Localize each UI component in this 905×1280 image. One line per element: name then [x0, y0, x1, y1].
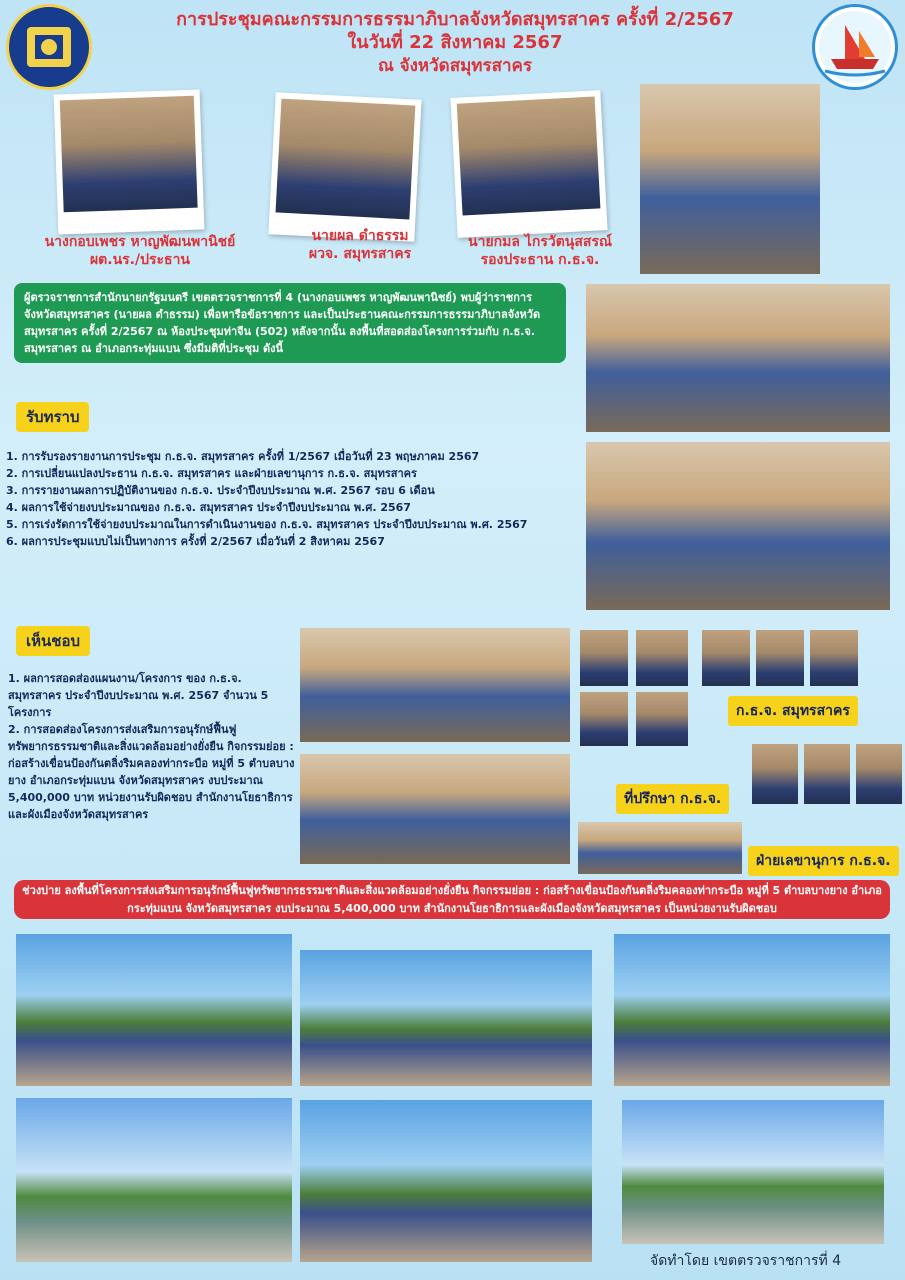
committee-label: ก.ธ.จ. สมุทรสาคร — [728, 696, 858, 726]
approve-label: เห็นชอบ — [16, 626, 90, 656]
photo-canal-wall — [622, 1100, 884, 1244]
photo-site-signboard — [300, 950, 592, 1086]
list-item: 1. ผลการสอดส่องแผนงาน/โครงการ ของ ก.ธ.จ. สมุทรสาคร ประจำปีงบประมาณ พ.ศ. 2567 จำนวน 5 โครงการ — [8, 672, 269, 720]
photo-meeting-table-1 — [300, 628, 570, 742]
photo-site-excavator — [16, 934, 292, 1086]
photo-document-handover — [640, 84, 820, 274]
advisors-label: ที่ปรึกษา ก.ธ.จ. — [616, 784, 729, 814]
list-item: 1. การรับรองรายงานการประชุม ก.ธ.จ. สมุทรสาคร ครั้งที่ 1/2567 เมื่อวันที่ 23 พฤษภาคม 2567 — [6, 450, 480, 463]
acknowledge-label: รับทราบ — [16, 402, 89, 432]
photo-meeting-room — [586, 442, 890, 610]
site-visit-banner: ช่วงบ่าย ลงพื้นที่โครงการส่งเสริมการอนุรักษ์ฟื้นฟูทรัพยากรธรรมชาติและสิ่งแวดล้อมอย่างยั่งยืน กิจกรรมย่อย : ก่อสร้างเขื่อนป้องกันตลิ่งริมคลองท่ากระบือ หมู่ที่ 5 ตำบลบางยาง อำเภอกระทุ่มแบน จังหวัดสมุทรสาคร งบประมาณ 5,400,000 บาท สำนักงานโยธาธิการและผังเมืองจังหวัดสมุทรสาคร เป็นหน่วยงานรับผิดชอบ — [14, 880, 890, 919]
person-role: ผวจ. สมุทรสาคร — [308, 245, 412, 262]
portrait-inspector — [54, 89, 205, 234]
page-title — [130, 8, 780, 77]
acknowledge-list — [6, 448, 578, 550]
person-name: นายผล ดำธรรม — [311, 228, 409, 244]
approve-list — [8, 670, 298, 823]
list-item: 2. การเปลี่ยนแปลงประธาน ก.ธ.จ. สมุทรสาคร และฝ่ายเลขานุการ ก.ธ.จ. สมุทรสาคร — [6, 467, 417, 481]
committee-headshot — [636, 630, 688, 686]
committee-headshot — [756, 630, 804, 686]
person-caption-3 — [440, 234, 640, 269]
committee-headshot — [636, 692, 688, 746]
photo-site-inspection — [614, 934, 890, 1086]
photo-group-meeting — [586, 284, 890, 432]
person-role: รองประธาน ก.ธ.จ. — [480, 251, 600, 268]
samut-sakhon-junk-ship-logo — [812, 4, 898, 90]
photo-secretariat — [578, 822, 742, 874]
province-emblem-logo — [6, 4, 92, 90]
advisor-headshot — [856, 744, 902, 804]
title-line-2: ในวันที่ 22 สิงหาคม 2567 — [347, 32, 563, 54]
person-name: นายกมล ไกรวัตนุสสรณ์ — [468, 234, 612, 250]
list-item: 4. ผลการใช้จ่ายงบประมาณของ ก.ธ.จ. สมุทรสาคร ประจำปีงบประมาณ พ.ศ. 2567 — [6, 501, 411, 515]
title-line-1: การประชุมคณะกรรมการธรรมาภิบาลจังหวัดสมุทรสาคร ครั้งที่ 2/2567 — [176, 9, 734, 30]
intro-summary: ผู้ตรวจราชการสำนักนายกรัฐมนตรี เขตตรวจราชการที่ 4 (นางกอบเพชร หาญพัฒนพานิชย์) พบผู้ว่าราชการจังหวัดสมุทรสาคร (นายผล ดำธรรม) เพื่อหารือข้อราชการ และเป็นประธานคณะกรรมการธรรมาภิบาลจังหวัดสมุทรสาคร ครั้งที่ 2/2567 ณ ห้องประชุมท่าจีน (502) หลังจากนั้น ลงพื้นที่สอดส่องโครงการร่วมกับ ก.ธ.จ. สมุทรสาคร ณ อำเภอกระทุ่มแบน ซึ่งมีมติที่ประชุม ดังนี้ — [14, 283, 566, 363]
committee-headshot — [702, 630, 750, 686]
person-caption-2 — [280, 228, 440, 263]
committee-headshot — [580, 692, 628, 746]
advisor-headshot — [804, 744, 850, 804]
secretariat-label: ฝ่ายเลขานุการ ก.ธ.จ. — [748, 846, 899, 876]
advisor-headshot — [752, 744, 798, 804]
list-item: 3. การรายงานผลการปฏิบัติงานของ ก.ธ.จ. ประจำปีงบประมาณ พ.ศ. 2567 รอบ 6 เดือน — [6, 484, 435, 498]
person-name: นางกอบเพชร หาญพัฒนพานิชย์ — [44, 234, 236, 250]
photo-meeting-table-2 — [300, 754, 570, 864]
portrait-governor — [268, 92, 421, 241]
portrait-vice-chair — [450, 90, 607, 238]
list-item: 6. ผลการประชุมแบบไม่เป็นทางการ ครั้งที่ 2/2567 เมื่อวันที่ 2 สิงหาคม 2567 — [6, 535, 385, 549]
photo-site-group — [300, 1100, 592, 1262]
footer-credit: จัดทำโดย เขตตรวจราชการที่ 4 — [650, 1253, 842, 1269]
person-caption-1 — [10, 234, 270, 269]
list-item: 2. การสอดส่องโครงการส่งเสริมการอนุรักษ์ฟื้นฟูทรัพยากรธรรมชาติและสิ่งแวดล้อมอย่างยั่งยืน กิจกรรมย่อย : ก่อสร้างเขื่อนป้องกันตลิ่งริมคลองท่ากระบือ หมู่ที่ 5 ตำบลบางยาง อำเภอกระทุ่มแบน จังหวัดสมุทรสาคร งบประมาณ 5,400,000 บาท หน่วยงานรับผิดชอบ สำนักงานโยธาธิการและผังเมืองจังหวัดสมุทรสาคร — [8, 723, 295, 822]
list-item: 5. การเร่งรัดการใช้จ่ายงบประมาณในการดำเนินงานของ ก.ธ.จ. สมุทรสาคร ประจำปีงบประมาณ พ.ศ. 2567 — [6, 518, 528, 532]
photo-canal-dam — [16, 1098, 292, 1262]
title-line-3: ณ จังหวัดสมุทรสาคร — [377, 55, 533, 76]
person-role: ผต.นร./ประธาน — [89, 251, 191, 268]
committee-headshot — [810, 630, 858, 686]
committee-headshot — [580, 630, 628, 686]
